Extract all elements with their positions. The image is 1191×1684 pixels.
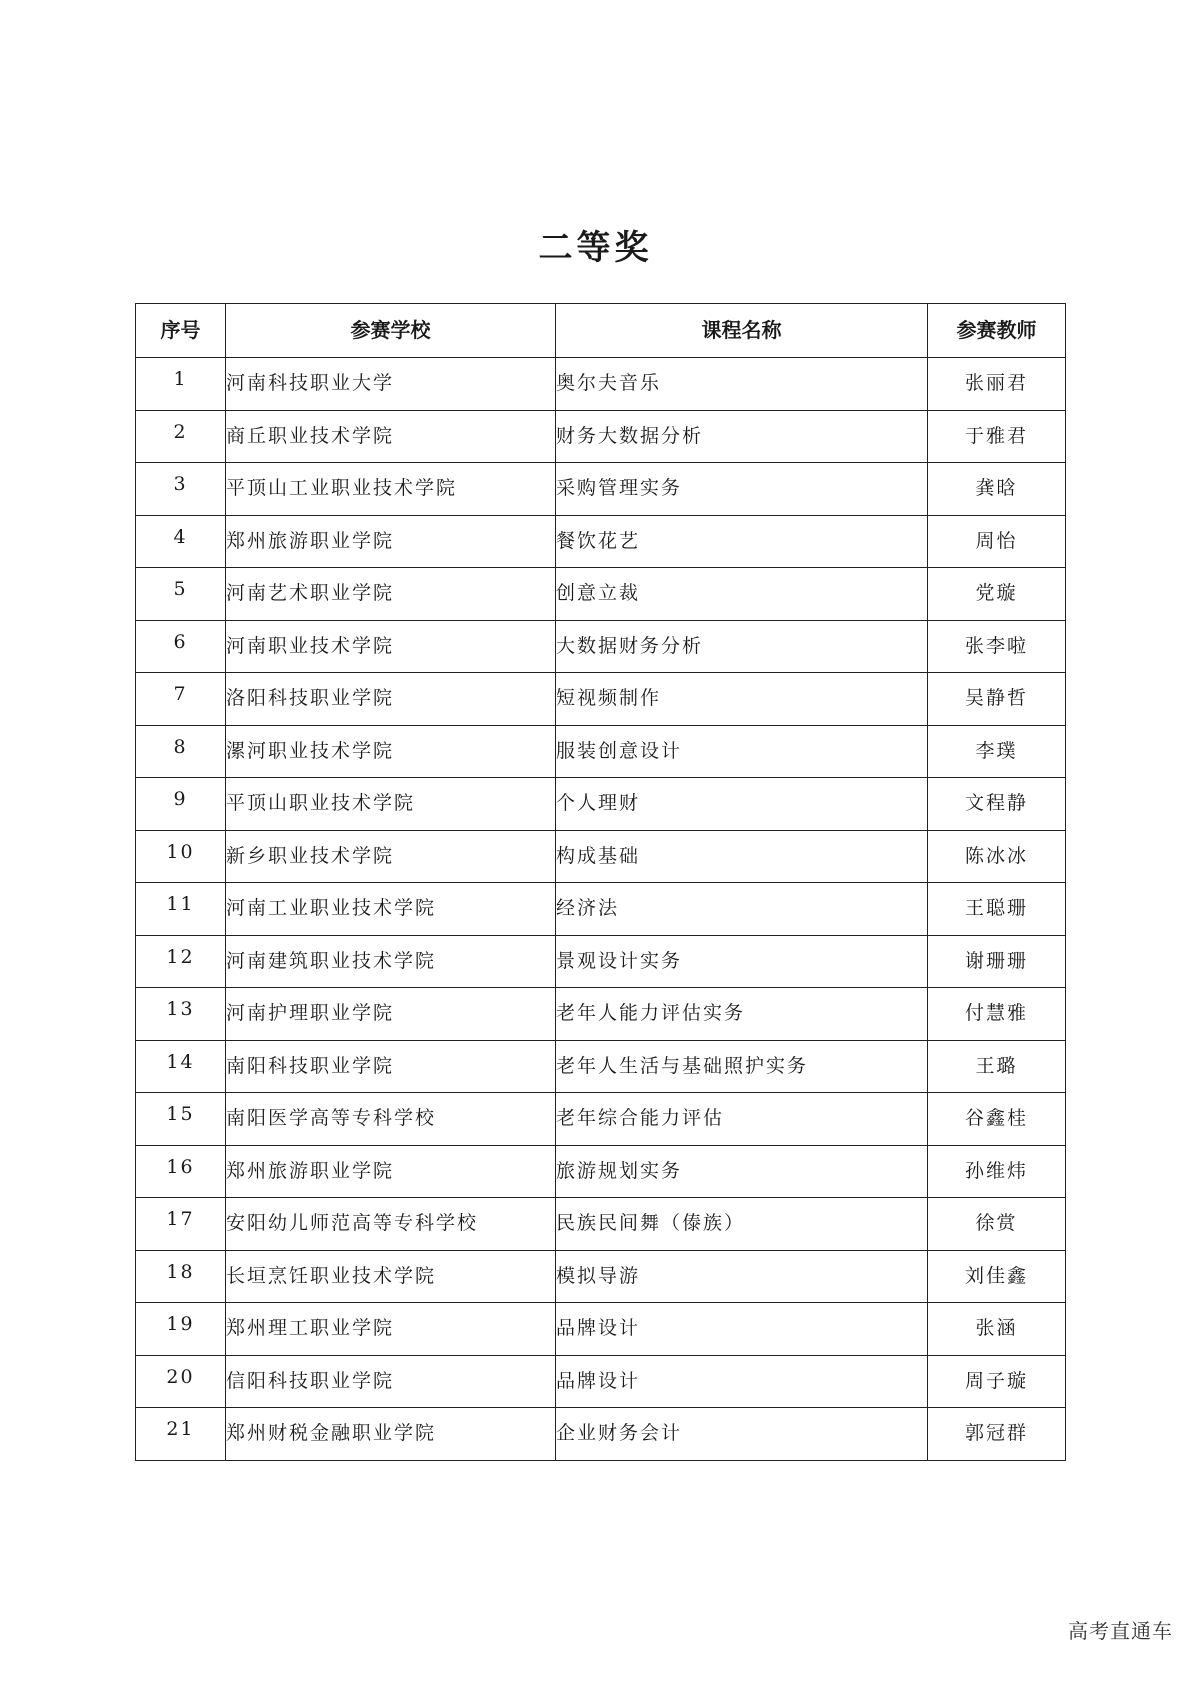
cell-teacher: 刘佳鑫 xyxy=(928,1250,1066,1303)
cell-course: 模拟导游 xyxy=(556,1250,928,1303)
cell-no: 6 xyxy=(136,620,226,673)
table-row xyxy=(136,830,1066,883)
cell-teacher: 于雅君 xyxy=(928,410,1066,463)
cell-no: 1 xyxy=(136,358,226,411)
cell-school: 长垣烹饪职业技术学院 xyxy=(226,1250,556,1303)
cell-no: 8 xyxy=(136,725,226,778)
cell-course: 民族民间舞（傣族） xyxy=(556,1198,928,1251)
table-row xyxy=(136,725,1066,778)
header-school: 参赛学校 xyxy=(226,304,556,358)
cell-no: 20 xyxy=(136,1355,226,1408)
cell-teacher: 王聪珊 xyxy=(928,883,1066,936)
cell-no: 7 xyxy=(136,673,226,726)
page-title: 二等奖 xyxy=(538,228,653,268)
cell-no: 5 xyxy=(136,568,226,621)
cell-no: 19 xyxy=(136,1303,226,1356)
cell-school: 新乡职业技术学院 xyxy=(226,830,556,883)
cell-school: 洛阳科技职业学院 xyxy=(226,673,556,726)
cell-teacher: 张涵 xyxy=(928,1303,1066,1356)
header-teacher: 参赛教师 xyxy=(928,304,1066,358)
cell-no: 15 xyxy=(136,1093,226,1146)
cell-school: 河南建筑职业技术学院 xyxy=(226,935,556,988)
award-table xyxy=(135,303,1066,1461)
table-row xyxy=(136,1198,1066,1251)
table-row xyxy=(136,935,1066,988)
cell-school: 漯河职业技术学院 xyxy=(226,725,556,778)
cell-course: 经济法 xyxy=(556,883,928,936)
cell-school: 河南科技职业大学 xyxy=(226,358,556,411)
table-row xyxy=(136,1093,1066,1146)
cell-teacher: 龚晗 xyxy=(928,463,1066,516)
table-row xyxy=(136,883,1066,936)
table-row xyxy=(136,1250,1066,1303)
cell-teacher: 王璐 xyxy=(928,1040,1066,1093)
cell-course: 构成基础 xyxy=(556,830,928,883)
table-body xyxy=(136,358,1066,1461)
cell-course: 老年人能力评估实务 xyxy=(556,988,928,1041)
header-no: 序号 xyxy=(136,304,226,358)
cell-school: 平顶山工业职业技术学院 xyxy=(226,463,556,516)
watermark-text: 高考直通车 xyxy=(1068,1619,1173,1643)
header-course: 课程名称 xyxy=(556,304,928,358)
table-row xyxy=(136,568,1066,621)
cell-teacher: 付慧雅 xyxy=(928,988,1066,1041)
cell-no: 16 xyxy=(136,1145,226,1198)
cell-course: 餐饮花艺 xyxy=(556,515,928,568)
table-row xyxy=(136,1355,1066,1408)
cell-no: 10 xyxy=(136,830,226,883)
cell-course: 服装创意设计 xyxy=(556,725,928,778)
cell-school: 南阳医学高等专科学校 xyxy=(226,1093,556,1146)
cell-course: 旅游规划实务 xyxy=(556,1145,928,1198)
cell-teacher: 孙维炜 xyxy=(928,1145,1066,1198)
cell-no: 13 xyxy=(136,988,226,1041)
cell-school: 河南护理职业学院 xyxy=(226,988,556,1041)
cell-school: 商丘职业技术学院 xyxy=(226,410,556,463)
cell-school: 河南职业技术学院 xyxy=(226,620,556,673)
table-header-row xyxy=(136,304,1066,358)
cell-course: 奥尔夫音乐 xyxy=(556,358,928,411)
cell-teacher: 郭冠群 xyxy=(928,1408,1066,1461)
cell-no: 14 xyxy=(136,1040,226,1093)
table-row xyxy=(136,778,1066,831)
table-row xyxy=(136,1040,1066,1093)
cell-no: 11 xyxy=(136,883,226,936)
table-row xyxy=(136,1408,1066,1461)
cell-school: 平顶山职业技术学院 xyxy=(226,778,556,831)
cell-teacher: 张李啦 xyxy=(928,620,1066,673)
cell-teacher: 谷鑫桂 xyxy=(928,1093,1066,1146)
cell-no: 18 xyxy=(136,1250,226,1303)
cell-course: 老年人生活与基础照护实务 xyxy=(556,1040,928,1093)
cell-course: 个人理财 xyxy=(556,778,928,831)
cell-course: 短视频制作 xyxy=(556,673,928,726)
table-row xyxy=(136,988,1066,1041)
table-row xyxy=(136,358,1066,411)
cell-teacher: 李璞 xyxy=(928,725,1066,778)
cell-course: 大数据财务分析 xyxy=(556,620,928,673)
table-row xyxy=(136,410,1066,463)
table-row xyxy=(136,463,1066,516)
cell-course: 品牌设计 xyxy=(556,1355,928,1408)
cell-course: 创意立裁 xyxy=(556,568,928,621)
cell-teacher: 陈冰冰 xyxy=(928,830,1066,883)
cell-teacher: 周子璇 xyxy=(928,1355,1066,1408)
cell-course: 企业财务会计 xyxy=(556,1408,928,1461)
cell-no: 3 xyxy=(136,463,226,516)
cell-course: 财务大数据分析 xyxy=(556,410,928,463)
table-row xyxy=(136,515,1066,568)
cell-teacher: 文程静 xyxy=(928,778,1066,831)
cell-teacher: 徐赏 xyxy=(928,1198,1066,1251)
cell-school: 南阳科技职业学院 xyxy=(226,1040,556,1093)
cell-course: 老年综合能力评估 xyxy=(556,1093,928,1146)
cell-course: 景观设计实务 xyxy=(556,935,928,988)
table-row xyxy=(136,673,1066,726)
cell-no: 2 xyxy=(136,410,226,463)
cell-no: 17 xyxy=(136,1198,226,1251)
cell-teacher: 谢珊珊 xyxy=(928,935,1066,988)
cell-course: 采购管理实务 xyxy=(556,463,928,516)
table-row xyxy=(136,1145,1066,1198)
table-row xyxy=(136,1303,1066,1356)
cell-school: 郑州理工职业学院 xyxy=(226,1303,556,1356)
cell-teacher: 张丽君 xyxy=(928,358,1066,411)
cell-school: 河南工业职业技术学院 xyxy=(226,883,556,936)
cell-school: 安阳幼儿师范高等专科学校 xyxy=(226,1198,556,1251)
table-row xyxy=(136,620,1066,673)
cell-no: 9 xyxy=(136,778,226,831)
cell-no: 4 xyxy=(136,515,226,568)
cell-school: 郑州旅游职业学院 xyxy=(226,515,556,568)
cell-teacher: 党璇 xyxy=(928,568,1066,621)
cell-course: 品牌设计 xyxy=(556,1303,928,1356)
cell-teacher: 周怡 xyxy=(928,515,1066,568)
cell-school: 河南艺术职业学院 xyxy=(226,568,556,621)
cell-no: 12 xyxy=(136,935,226,988)
cell-school: 郑州财税金融职业学院 xyxy=(226,1408,556,1461)
cell-no: 21 xyxy=(136,1408,226,1461)
cell-school: 郑州旅游职业学院 xyxy=(226,1145,556,1198)
cell-school: 信阳科技职业学院 xyxy=(226,1355,556,1408)
cell-teacher: 吴静哲 xyxy=(928,673,1066,726)
